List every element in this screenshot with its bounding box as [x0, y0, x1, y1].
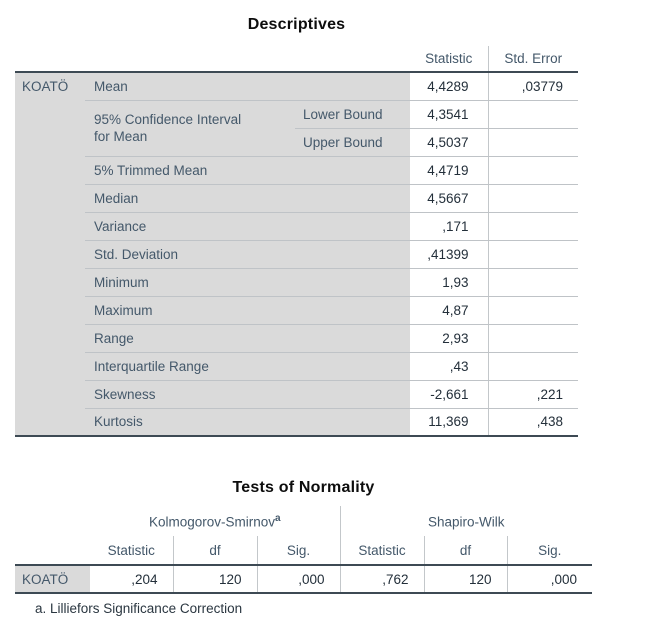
- stat-label: Std. Deviation: [85, 240, 410, 268]
- stat-value: 4,3541: [410, 100, 488, 128]
- table-row-median: [15, 184, 578, 212]
- table-row-variance: [15, 212, 578, 240]
- stat-value: ,41399: [410, 240, 488, 268]
- std-error-value: ,221: [488, 380, 578, 408]
- stat-value: -2,661: [410, 380, 488, 408]
- stat-value: ,171: [410, 212, 488, 240]
- col-header-statistic: Statistic: [410, 46, 488, 72]
- row-label: KOATÖ: [15, 565, 90, 593]
- stat-value: 4,4289: [410, 72, 488, 100]
- stat-value: 1,93: [410, 268, 488, 296]
- stat-sublabel: Lower Bound: [295, 100, 410, 128]
- std-error-value: ,438: [488, 408, 578, 436]
- sw-df-value: 120: [424, 565, 507, 593]
- stat-label: Mean: [85, 72, 410, 100]
- stat-label: Interquartile Range: [85, 352, 410, 380]
- col-header-std-error: Std. Error: [488, 46, 578, 72]
- table-row-iqr: [15, 352, 578, 380]
- normality-data-row: [15, 565, 592, 593]
- std-error-value: [488, 128, 578, 156]
- stat-label-ci: 95% Confidence Interval for Mean: [85, 100, 295, 156]
- sw-statistic-value: ,762: [340, 565, 424, 593]
- table-row-ci-lower: [15, 100, 578, 128]
- stat-value: 4,4719: [410, 156, 488, 184]
- normality-title: Tests of Normality: [232, 479, 375, 496]
- table-row-minimum: [15, 268, 578, 296]
- group-header-label: Shapiro-Wilk: [428, 514, 505, 530]
- header-spacer-cell: [15, 46, 410, 72]
- table-row-mean: [15, 72, 578, 100]
- stat-label: Maximum: [85, 296, 410, 324]
- stat-label: 5% Trimmed Mean: [85, 156, 410, 184]
- stat-label: Range: [85, 324, 410, 352]
- col-header-sw-statistic: Statistic: [340, 536, 424, 565]
- normality-group-header-row: [15, 506, 592, 536]
- group-spacer-cell: [15, 506, 90, 536]
- stat-value: 11,369: [410, 408, 488, 436]
- stat-value: 2,93: [410, 324, 488, 352]
- std-error-value: [488, 212, 578, 240]
- table-row-trimmed-mean: [15, 156, 578, 184]
- footnote-marker: a: [275, 512, 281, 524]
- stat-value: ,43: [410, 352, 488, 380]
- subheader-spacer-cell: [15, 536, 90, 565]
- stat-label: Skewness: [85, 380, 410, 408]
- std-error-value: [488, 268, 578, 296]
- stat-sublabel: Upper Bound: [295, 128, 410, 156]
- std-error-value: [488, 296, 578, 324]
- stat-label: Variance: [85, 212, 410, 240]
- std-error-value: [488, 352, 578, 380]
- col-header-sw-df: df: [424, 536, 507, 565]
- table-row-range: [15, 324, 578, 352]
- col-header-ks-sig: Sig.: [257, 536, 340, 565]
- table-row-std-deviation: [15, 240, 578, 268]
- col-header-ks-statistic: Statistic: [90, 536, 173, 565]
- stat-value: 4,5037: [410, 128, 488, 156]
- stat-label: Kurtosis: [85, 408, 410, 436]
- table-row-maximum: [15, 296, 578, 324]
- table-row-skewness: [15, 380, 578, 408]
- stat-label: Median: [85, 184, 410, 212]
- std-error-value: [488, 156, 578, 184]
- row-group-label: KOATÖ: [15, 72, 85, 436]
- std-error-value: [488, 324, 578, 352]
- sw-sig-value: ,000: [507, 565, 592, 593]
- normality-subheader-row: [15, 536, 592, 565]
- normality-table[interactable]: [15, 506, 592, 594]
- group-header-shapiro-wilk: [340, 506, 592, 536]
- ks-sig-value: ,000: [257, 565, 340, 593]
- ks-statistic-value: ,204: [90, 565, 173, 593]
- table-row-kurtosis: [15, 408, 578, 436]
- col-header-sw-sig: Sig.: [507, 536, 592, 565]
- std-error-value: ,03779: [488, 72, 578, 100]
- group-header-kolmogorov-smirnov: [90, 506, 340, 536]
- stat-value: 4,5667: [410, 184, 488, 212]
- table-footnote: a. Lilliefors Significance Correction: [35, 601, 243, 616]
- col-header-ks-df: df: [173, 536, 257, 565]
- descriptives-table[interactable]: [15, 46, 578, 437]
- descriptives-title: Descriptives: [247, 16, 346, 33]
- std-error-value: [488, 240, 578, 268]
- group-header-label: Kolmogorov-Smirnov: [148, 514, 275, 530]
- ks-df-value: 120: [173, 565, 257, 593]
- stat-value: 4,87: [410, 296, 488, 324]
- std-error-value: [488, 184, 578, 212]
- std-error-value: [488, 100, 578, 128]
- descriptives-header-row: [15, 46, 578, 72]
- stat-label: Minimum: [85, 268, 410, 296]
